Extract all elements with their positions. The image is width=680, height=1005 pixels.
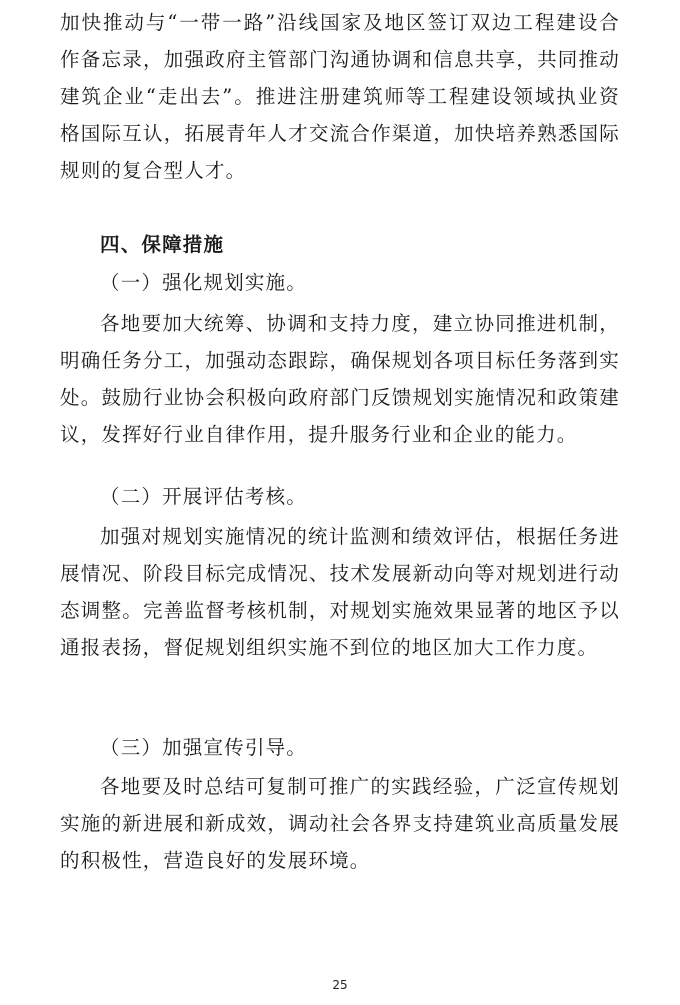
subsection-body-2: 加强对规划实施情况的统计监测和绩效评估，根据任务进展情况、阶段目标完成情况、技术发展新动向等对规划进行动态调整。完善监督考核机制，对规划实施效果显著的地区予以通报表扬，督促规划组织实施不到位的地区加大工作力度。 <box>60 525 620 659</box>
subsection-title-3: （三）加强宣传引导。 <box>100 736 308 759</box>
section-heading: 四、保障措施 <box>100 233 225 256</box>
subsection-title-2: （二）开展评估考核。 <box>100 485 308 508</box>
page-number: 25 <box>332 978 348 992</box>
subsection-body-3: 各地要及时总结可复制可推广的实践经验，广泛宣传规划实施的新进展和新成效，调动社会各界支持建筑业高质量发展的积极性，营造良好的发展环境。 <box>60 775 620 872</box>
subsection-body-1: 各地要加大统筹、协调和支持力度，建立协同推进机制，明确任务分工，加强动态跟踪，确保规划各项目标任务落到实处。鼓励行业协会积极向政府部门反馈规划实施情况和政策建议，发挥好行业自律作用，提升服务行业和企业的能力。 <box>60 312 620 446</box>
subsection-title-1: （一）强化规划实施。 <box>100 271 308 294</box>
intro-paragraph: 加快推动与“一带一路”沿线国家及地区签订双边工程建设合作备忘录，加强政府主管部门沟通协调和信息共享，共同推动建筑企业“走出去”。推进注册建筑师等工程建设领域执业资格国际互认，拓展青年人才交流合作渠道，加快培养熟悉国际规则的复合型人才。 <box>60 11 620 182</box>
